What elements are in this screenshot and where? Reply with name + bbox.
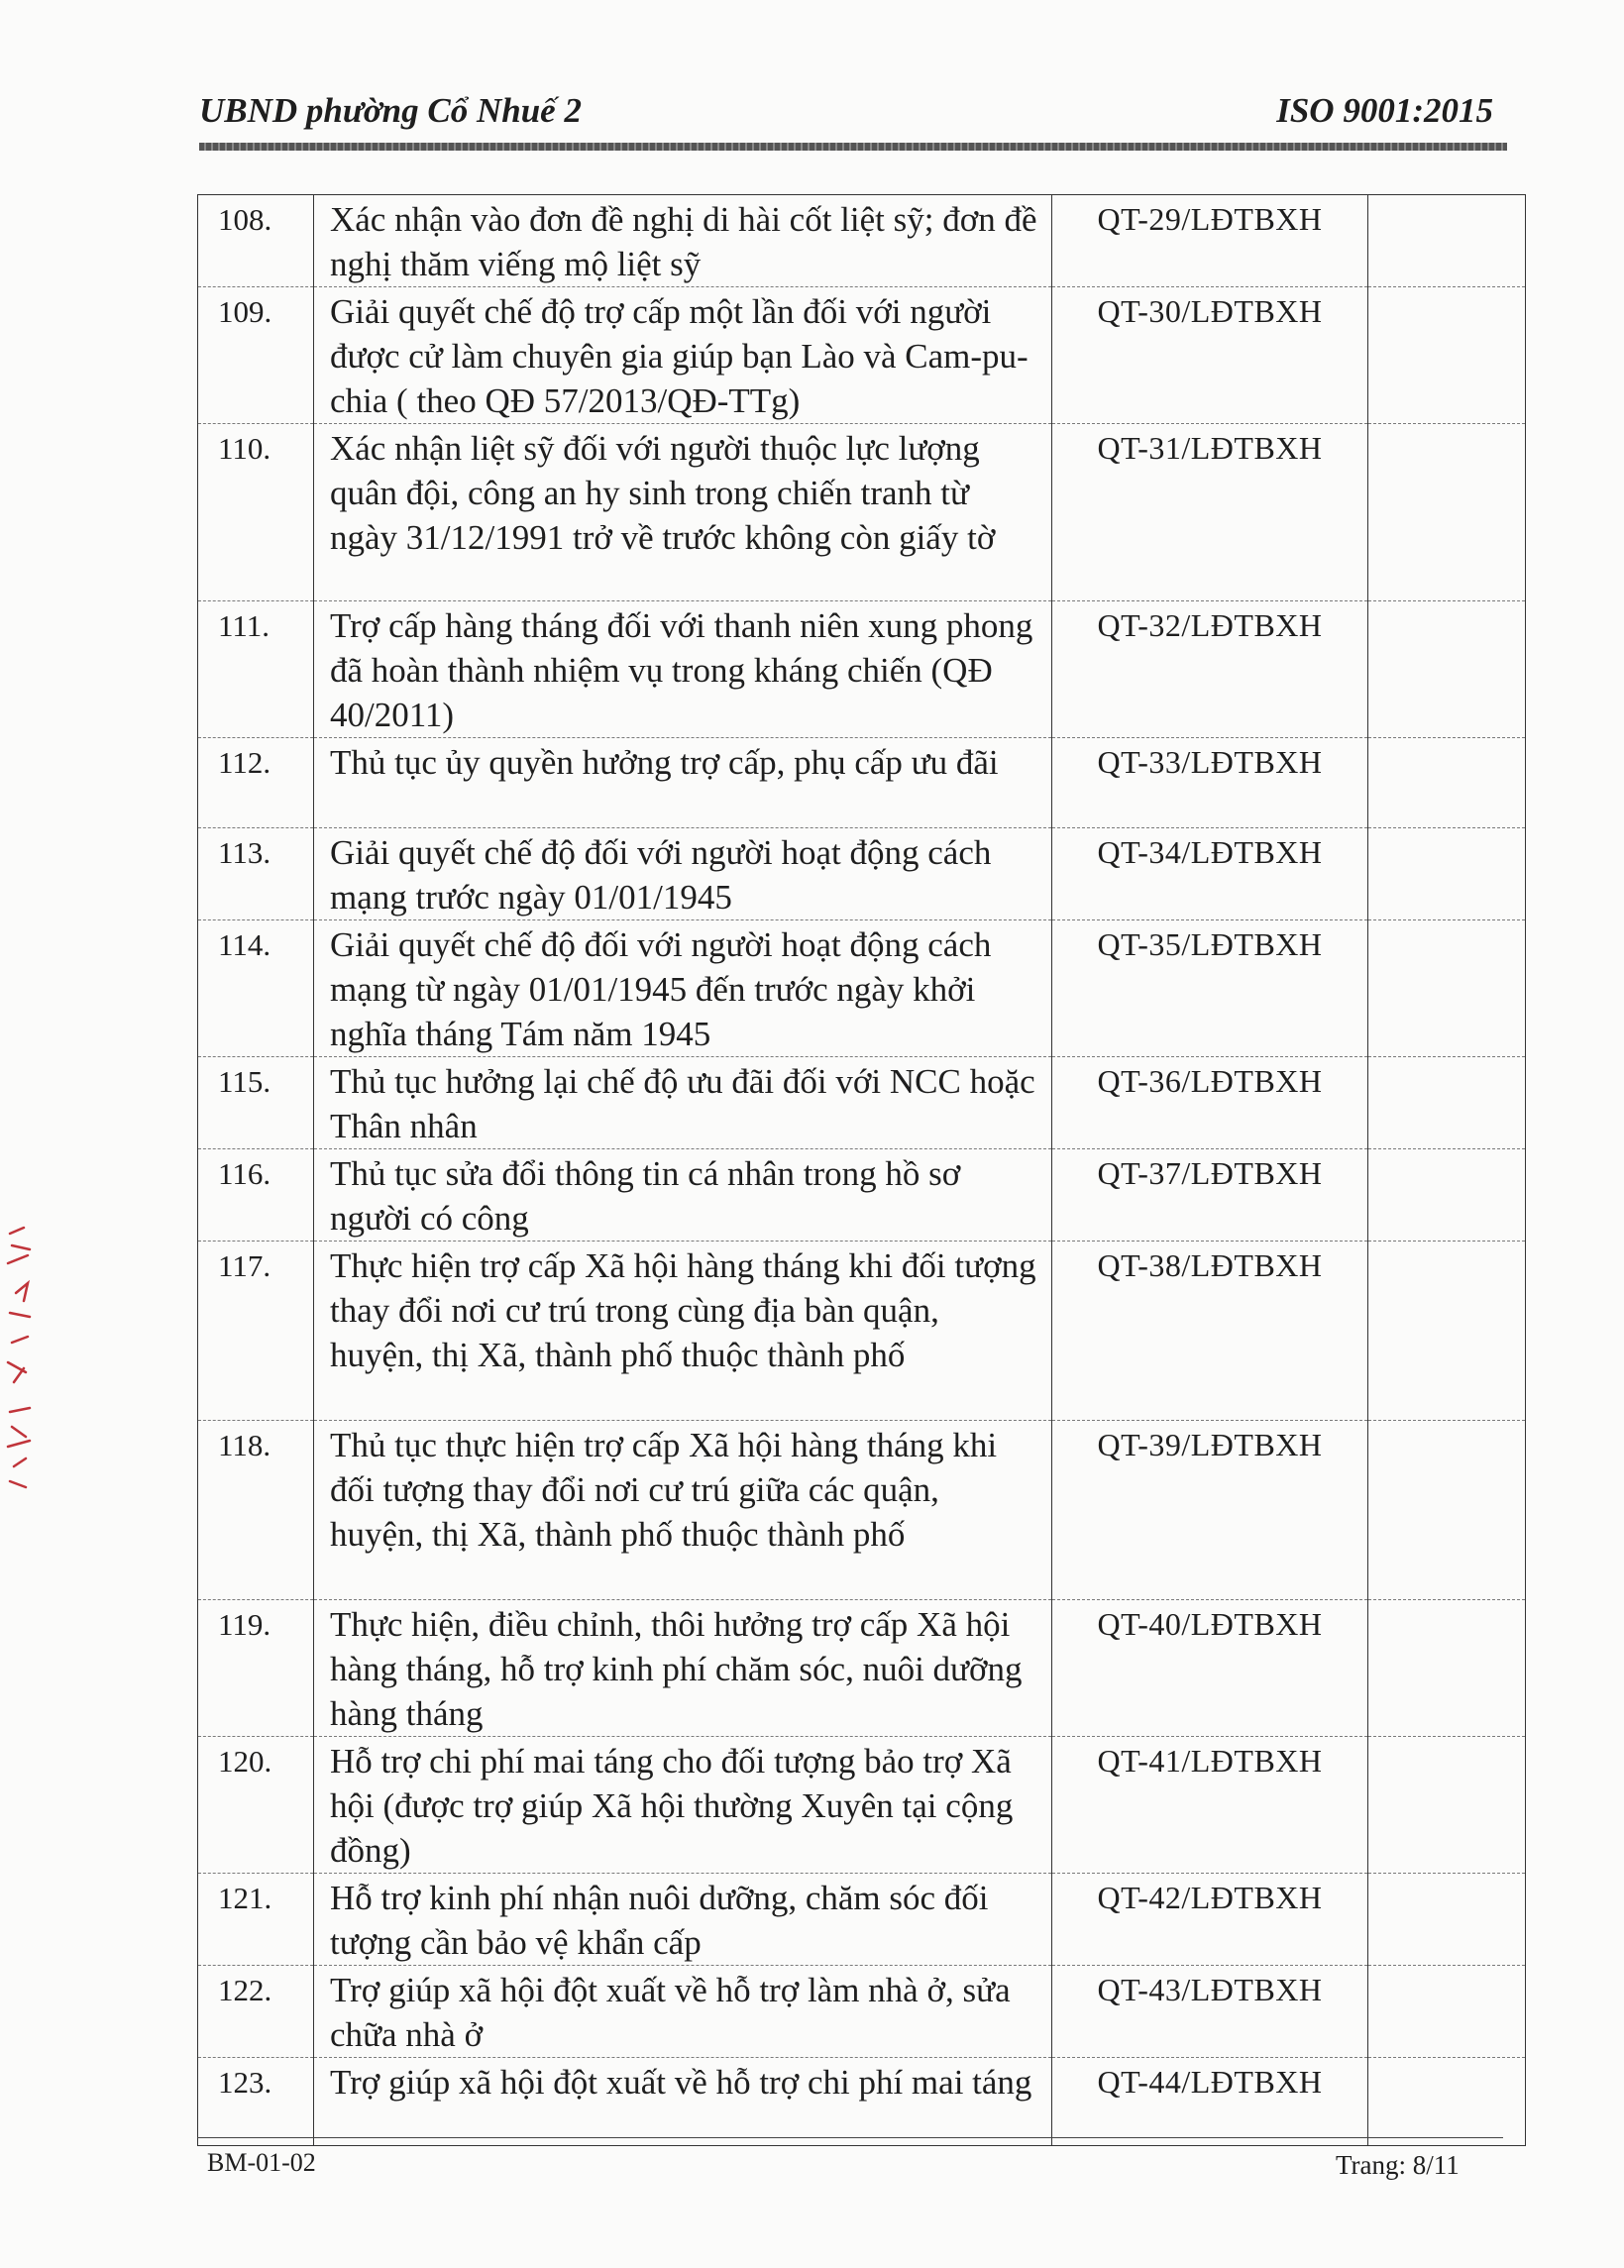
- row-number: 116.: [198, 1149, 314, 1242]
- procedure-code: QT-30/LĐTBXH: [1052, 287, 1368, 424]
- procedure-name: Thủ tục sửa đổi thông tin cá nhân trong hồ sơ người có công: [314, 1149, 1052, 1242]
- empty-cell: [1368, 1057, 1526, 1149]
- header-iso-standard: ISO 9001:2015: [1276, 91, 1493, 130]
- row-number: 118.: [198, 1421, 314, 1600]
- procedure-name: Thực hiện, điều chỉnh, thôi hưởng trợ cấp Xã hội hàng tháng, hỗ trợ kinh phí chăm sóc, nuôi dưỡng hàng tháng: [314, 1600, 1052, 1737]
- empty-cell: [1368, 601, 1526, 738]
- procedure-name: Trợ cấp hàng tháng đối với thanh niên xung phong đã hoàn thành nhiệm vụ trong kháng chiến (QĐ 40/2011): [314, 601, 1052, 738]
- row-number: 115.: [198, 1057, 314, 1149]
- procedure-name: Giải quyết chế độ đối với người hoạt động cách mạng trước ngày 01/01/1945: [314, 828, 1052, 920]
- procedure-name: Thủ tục ủy quyền hưởng trợ cấp, phụ cấp ưu đãi: [314, 738, 1052, 828]
- empty-cell: [1368, 738, 1526, 828]
- empty-cell: [1368, 828, 1526, 920]
- procedure-code: QT-40/LĐTBXH: [1052, 1600, 1368, 1737]
- procedure-code: QT-36/LĐTBXH: [1052, 1057, 1368, 1149]
- procedure-code: QT-41/LĐTBXH: [1052, 1737, 1368, 1874]
- page-number: Trang: 8/11: [1336, 2150, 1460, 2180]
- empty-cell: [1368, 287, 1526, 424]
- empty-cell: [1368, 1600, 1526, 1737]
- empty-cell: [1368, 1966, 1526, 2058]
- footer-divider: [197, 2137, 1503, 2138]
- procedure-code: QT-29/LĐTBXH: [1052, 195, 1368, 287]
- row-number: 112.: [198, 738, 314, 828]
- page-header: [199, 91, 1493, 141]
- red-stamp-fragment: [2, 1214, 42, 1501]
- row-number: 109.: [198, 287, 314, 424]
- empty-cell: [1368, 1874, 1526, 1966]
- procedure-name: Giải quyết chế độ trợ cấp một lần đối với người được cử làm chuyên gia giúp bạn Lào và Cam-pu-chia ( theo QĐ 57/2013/QĐ-TTg): [314, 287, 1052, 424]
- procedure-name: Giải quyết chế độ đối với người hoạt động cách mạng từ ngày 01/01/1945 đến trước ngày khởi nghĩa tháng Tám năm 1945: [314, 920, 1052, 1057]
- procedure-table: [197, 194, 1526, 2146]
- row-number: 123.: [198, 2058, 314, 2146]
- empty-cell: [1368, 1149, 1526, 1242]
- table-row: [198, 1966, 1526, 2058]
- table-row: [198, 738, 1526, 828]
- table-row: [198, 920, 1526, 1057]
- table-row: [198, 828, 1526, 920]
- row-number: 119.: [198, 1600, 314, 1737]
- procedure-code: QT-33/LĐTBXH: [1052, 738, 1368, 828]
- procedure-code: QT-43/LĐTBXH: [1052, 1966, 1368, 2058]
- procedure-code: QT-37/LĐTBXH: [1052, 1149, 1368, 1242]
- procedure-code: QT-38/LĐTBXH: [1052, 1242, 1368, 1421]
- procedure-code: QT-34/LĐTBXH: [1052, 828, 1368, 920]
- procedure-code: QT-35/LĐTBXH: [1052, 920, 1368, 1057]
- row-number: 120.: [198, 1737, 314, 1874]
- table-row: [198, 195, 1526, 287]
- empty-cell: [1368, 195, 1526, 287]
- empty-cell: [1368, 1737, 1526, 1874]
- procedure-name: Xác nhận vào đơn đề nghị di hài cốt liệt sỹ; đơn đề nghị thăm viếng mộ liệt sỹ: [314, 195, 1052, 287]
- row-number: 121.: [198, 1874, 314, 1966]
- header-divider: [199, 143, 1507, 151]
- empty-cell: [1368, 920, 1526, 1057]
- row-number: 110.: [198, 424, 314, 601]
- procedure-name: Hỗ trợ kinh phí nhận nuôi dưỡng, chăm sóc đối tượng cần bảo vệ khẩn cấp: [314, 1874, 1052, 1966]
- table-row: [198, 1149, 1526, 1242]
- procedure-name: Thực hiện trợ cấp Xã hội hàng tháng khi đối tượng thay đổi nơi cư trú trong cùng địa bàn quận, huyện, thị Xã, thành phố thuộc thành phố: [314, 1242, 1052, 1421]
- empty-cell: [1368, 2058, 1526, 2146]
- table-row: [198, 2058, 1526, 2146]
- procedure-code: QT-32/LĐTBXH: [1052, 601, 1368, 738]
- table-row: [198, 1242, 1526, 1421]
- table-row: [198, 1600, 1526, 1737]
- row-number: 108.: [198, 195, 314, 287]
- procedure-code: QT-42/LĐTBXH: [1052, 1874, 1368, 1966]
- procedure-name: Xác nhận liệt sỹ đối với người thuộc lực lượng quân đội, công an hy sinh trong chiến tranh từ ngày 31/12/1991 trở về trước không còn giấy tờ: [314, 424, 1052, 601]
- table-row: [198, 424, 1526, 601]
- form-code: BM-01-02: [207, 2148, 316, 2177]
- table-row: [198, 1737, 1526, 1874]
- header-organization: UBND phường Cổ Nhuế 2: [199, 91, 582, 130]
- table-row: [198, 1874, 1526, 1966]
- procedure-code: QT-39/LĐTBXH: [1052, 1421, 1368, 1600]
- row-number: 113.: [198, 828, 314, 920]
- procedure-code: QT-44/LĐTBXH: [1052, 2058, 1368, 2146]
- table-row: [198, 287, 1526, 424]
- table-row: [198, 601, 1526, 738]
- empty-cell: [1368, 424, 1526, 601]
- table-row: [198, 1421, 1526, 1600]
- procedure-name: Thủ tục hưởng lại chế độ ưu đãi đối với NCC hoặc Thân nhân: [314, 1057, 1052, 1149]
- row-number: 111.: [198, 601, 314, 738]
- table-row: [198, 1057, 1526, 1149]
- procedure-name: Trợ giúp xã hội đột xuất về hỗ trợ làm nhà ở, sửa chữa nhà ở: [314, 1966, 1052, 2058]
- empty-cell: [1368, 1242, 1526, 1421]
- row-number: 122.: [198, 1966, 314, 2058]
- procedure-name: Thủ tục thực hiện trợ cấp Xã hội hàng tháng khi đối tượng thay đổi nơi cư trú giữa các quận, huyện, thị Xã, thành phố thuộc thành phố: [314, 1421, 1052, 1600]
- procedure-name: Trợ giúp xã hội đột xuất về hỗ trợ chi phí mai táng: [314, 2058, 1052, 2146]
- procedure-name: Hỗ trợ chi phí mai táng cho đối tượng bảo trợ Xã hội (được trợ giúp Xã hội thường Xuyên tại cộng đồng): [314, 1737, 1052, 1874]
- row-number: 114.: [198, 920, 314, 1057]
- row-number: 117.: [198, 1242, 314, 1421]
- procedure-code: QT-31/LĐTBXH: [1052, 424, 1368, 601]
- empty-cell: [1368, 1421, 1526, 1600]
